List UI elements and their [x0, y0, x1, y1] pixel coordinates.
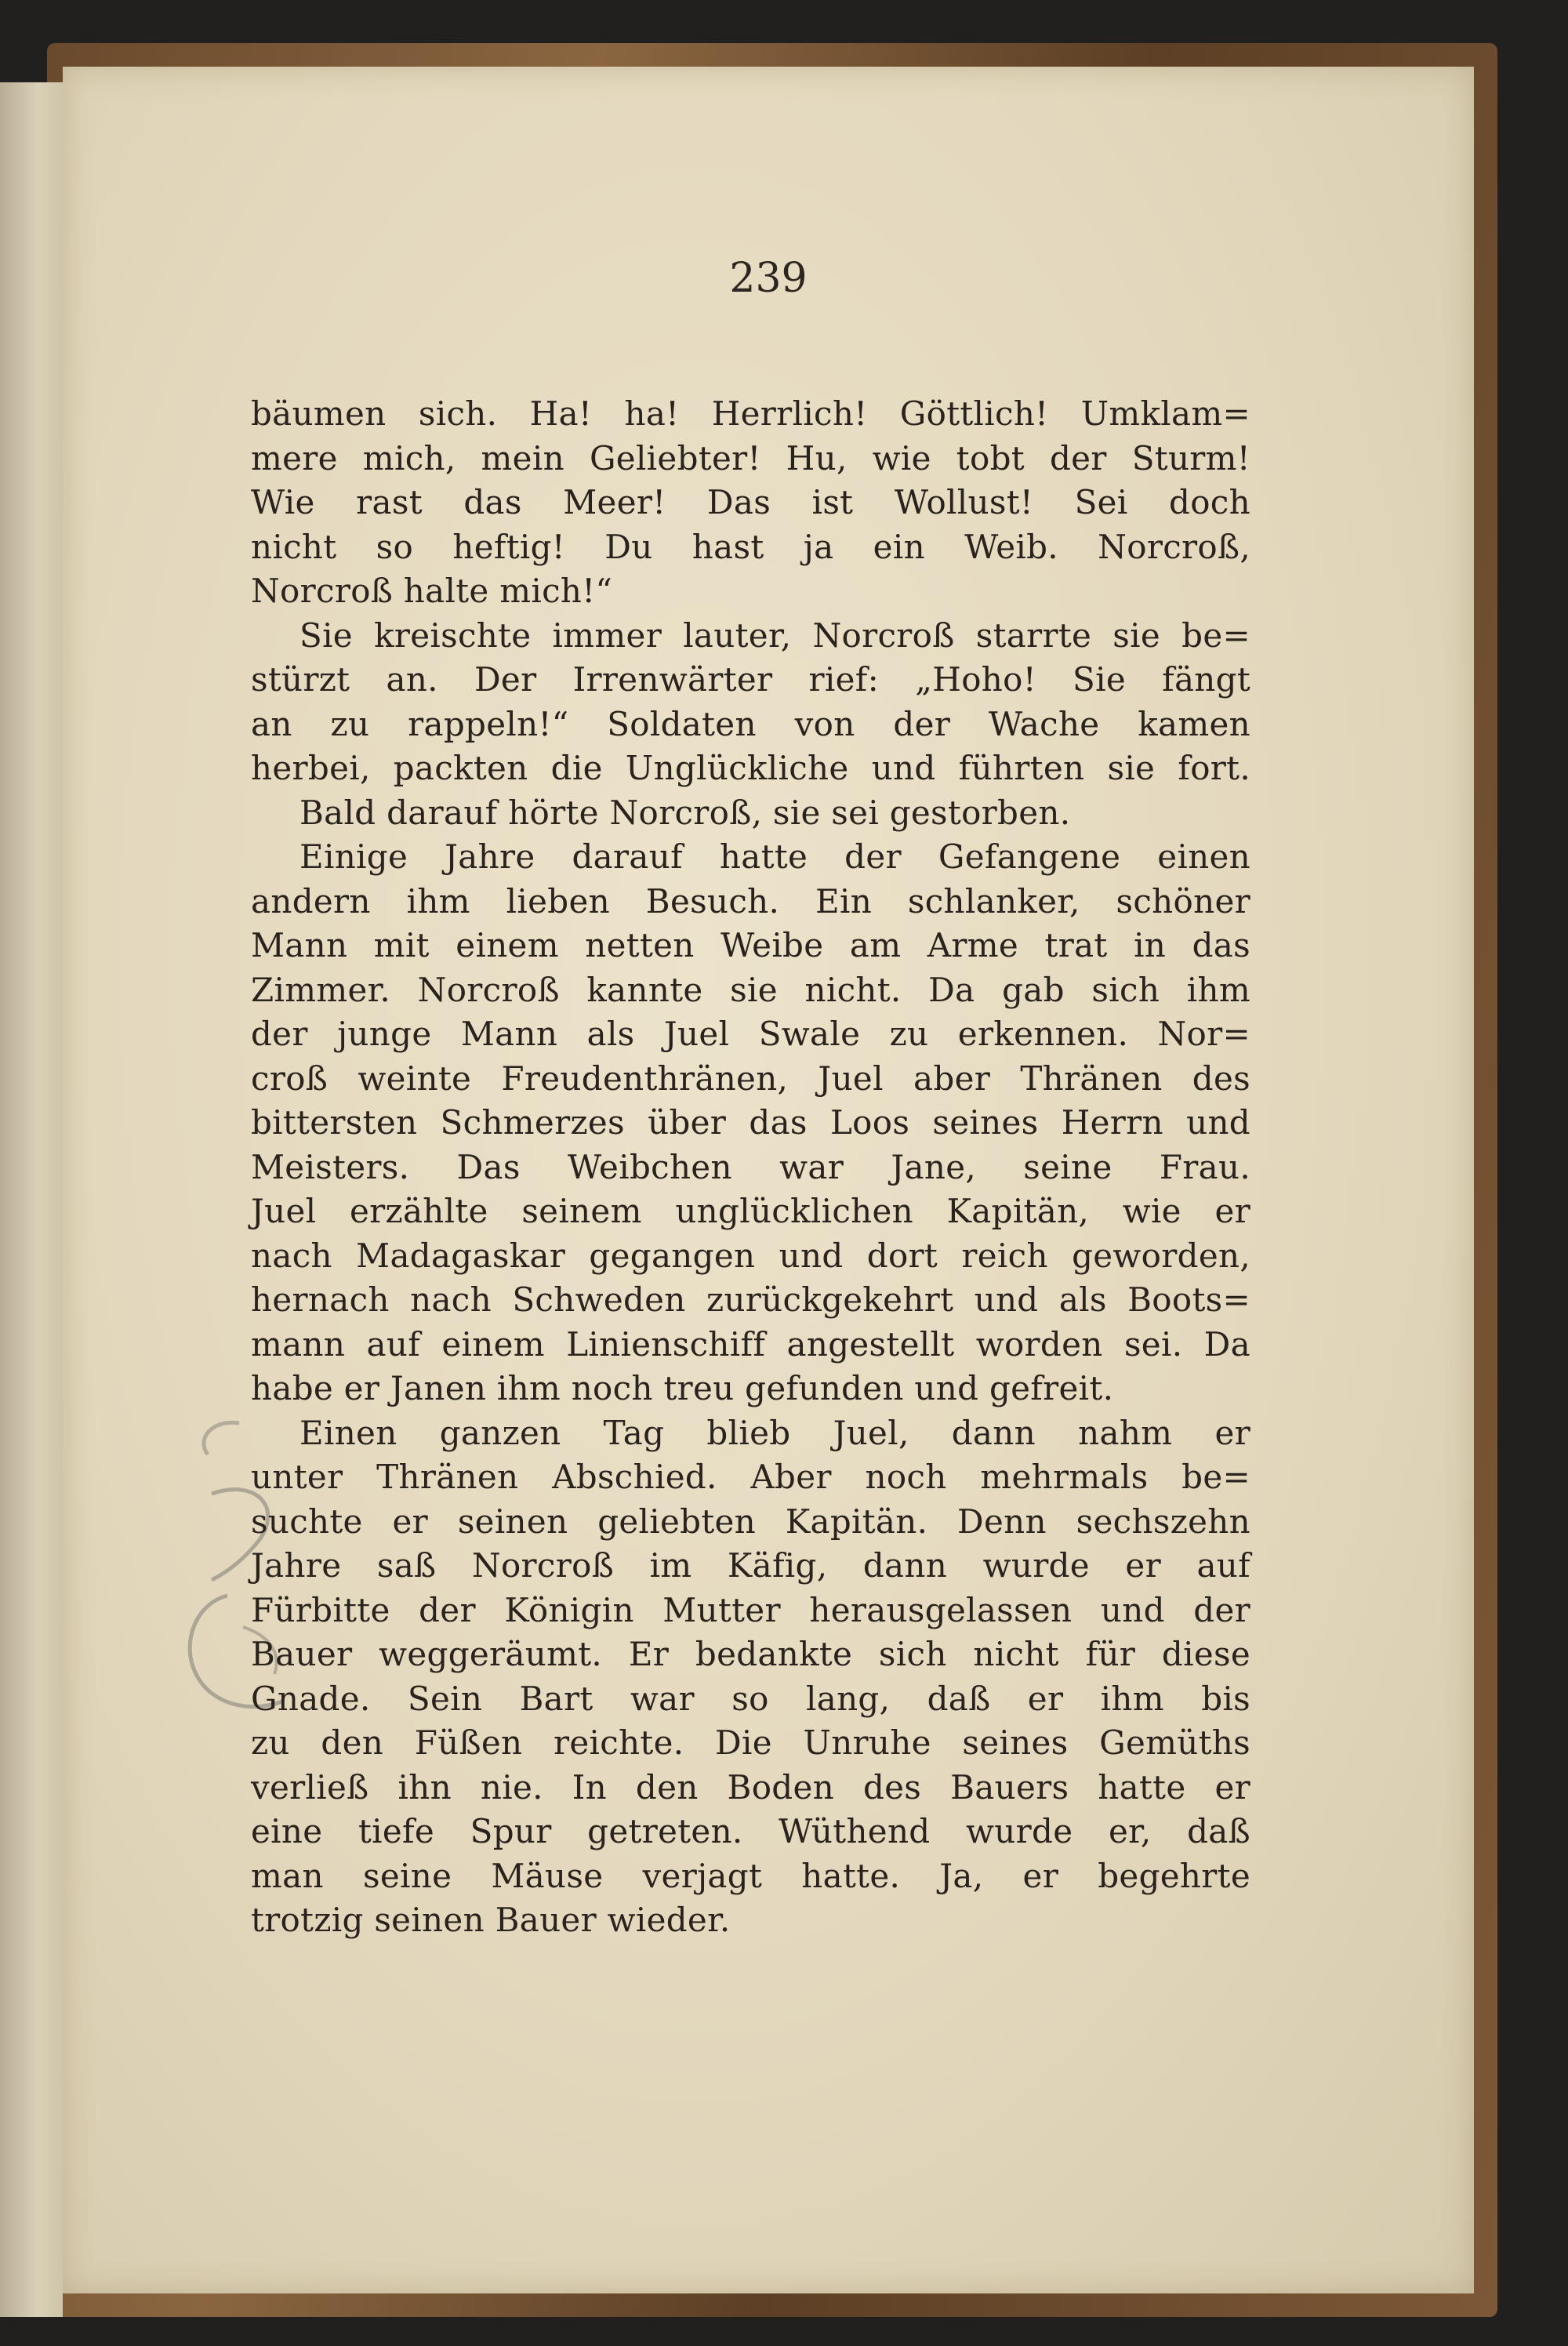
text-line: Jahre saß Norcroß im Käfig, dann wurde er auf	[251, 1546, 1250, 1585]
text-line: Fürbitte der Königin Mutter herausgelassen und der	[251, 1590, 1250, 1629]
text-line: habe er Janen ihm noch treu gefunden und gefreit.	[251, 1369, 1114, 1407]
text-line: mann auf einem Linienschiff angestellt worden sei. Da	[251, 1324, 1250, 1364]
text-line: andern ihm lieben Besuch. Ein schlanker, schöner	[251, 881, 1250, 921]
text-line: Sie kreischte immer lauter, Norcroß starrte sie be=	[299, 616, 1250, 655]
text-line: croß weinte Freudenthränen, Juel aber Thränen des	[251, 1059, 1250, 1098]
text-line: Juel erzählte seinem unglücklichen Kapitän, wie er	[251, 1192, 1250, 1230]
text-line: Einige Jahre darauf hatte der Gefangene einen	[299, 837, 1250, 876]
text-line: der junge Mann als Juel Swale zu erkennen. Nor=	[251, 1015, 1250, 1053]
text-line: an zu rappeln!“ Soldaten von der Wache kamen	[251, 704, 1250, 743]
facing-page-edge	[0, 82, 63, 2317]
text-line: bittersten Schmerzes über das Loos seines Herrn und	[251, 1103, 1250, 1142]
text-line: nicht so heftig! Du hast ja ein Weib. Norcroß,	[251, 527, 1250, 566]
text-line: Gnade. Sein Bart war so lang, daß er ihm bis	[251, 1679, 1250, 1718]
text-line: stürzt an. Der Irrenwärter rief: „Hoho! Sie fängt	[251, 660, 1250, 699]
text-line: Meisters. Das Weibchen war Jane, seine Frau.	[251, 1147, 1250, 1186]
text-line: suchte er seinen geliebten Kapitän. Denn sechszehn	[251, 1502, 1250, 1541]
text-line: verließ ihn nie. In den Boden des Bauers hatte er	[251, 1767, 1250, 1807]
text-line: trotzig seinen Bauer wieder.	[251, 1901, 731, 1939]
text-line: zu den Füßen reichte. Die Unruhe seines Gemüths	[251, 1723, 1250, 1762]
text-line: bäumen sich. Ha! ha! Herrlich! Göttlich! Umklam=	[251, 394, 1250, 433]
text-line: hernach nach Schweden zurückgekehrt und als Boots=	[251, 1280, 1250, 1319]
body-text	[251, 392, 1250, 1943]
text-line: Bauer weggeräumt. Er bedankte sich nicht für diese	[251, 1635, 1250, 1673]
text-line: Einen ganzen Tag blieb Juel, dann nahm er	[299, 1413, 1250, 1452]
text-line: Zimmer. Norcroß kannte sie nicht. Da gab sich ihm	[251, 970, 1250, 1009]
text-line: Mann mit einem netten Weibe am Arme trat in das	[251, 926, 1250, 964]
text-line: eine tiefe Spur getreten. Wüthend wurde er, daß	[251, 1812, 1250, 1850]
text-line: Norcroß halte mich!“	[251, 572, 613, 610]
text-line: nach Madagaskar gegangen und dort reich geworden,	[251, 1236, 1250, 1275]
text-line: Wie rast das Meer! Das ist Wollust! Sei doch	[251, 483, 1250, 521]
text-line: mere mich, mein Geliebter! Hu, wie tobt der Sturm!	[251, 438, 1250, 478]
text-line: unter Thränen Abschied. Aber noch mehrmals be=	[251, 1458, 1250, 1496]
text-line: Bald darauf hörte Norcroß, sie sei gestorben.	[299, 793, 1071, 832]
text-line: man seine Mäuse verjagt hatte. Ja, er begehrte	[251, 1856, 1250, 1895]
text-line: herbei, packten die Unglückliche und führten sie fort.	[251, 749, 1250, 787]
book-page	[63, 67, 1474, 2293]
page-number: 239	[729, 255, 808, 302]
